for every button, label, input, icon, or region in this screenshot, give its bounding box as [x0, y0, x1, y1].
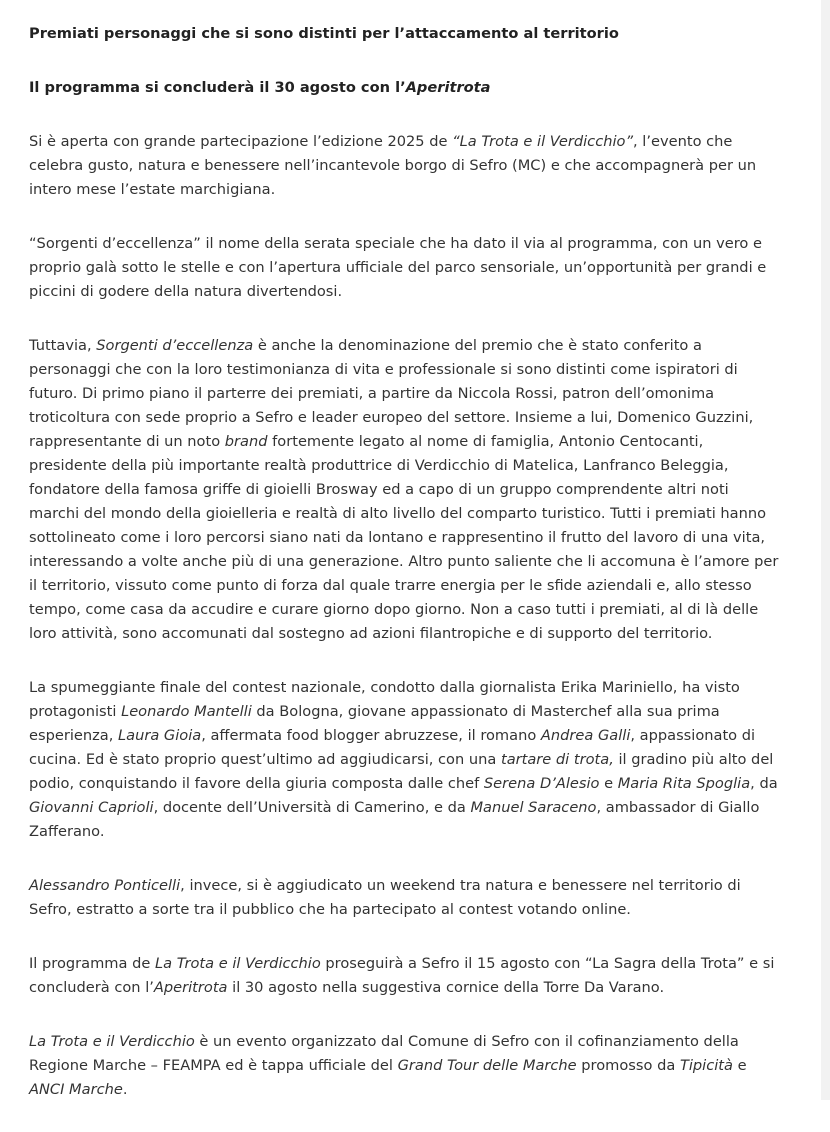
italic-text-run: “La Trota e il Verdicchio” [452, 133, 634, 150]
italic-text-run: Maria Rita Spoglia [617, 775, 751, 792]
italic-text-run: Aperitrota [153, 979, 228, 996]
text-run: da Bologna, giovane appassionato di Masterchef alla sua prima esperienza, [29, 703, 720, 744]
text-run: , docente dell’Università di Camerino, e da [153, 799, 471, 816]
paragraph-program-dates [29, 952, 779, 1000]
text-run: Si è aperta con grande partecipazione l’edizione 2025 de [29, 133, 453, 150]
paragraph-opening-night [29, 232, 779, 304]
paragraph-public-prize [29, 874, 779, 922]
italic-text-run: Andrea Galli [540, 727, 631, 744]
text-run: è anche la denominazione del premio che è stato conferito a personaggi che con la loro testimonianza di vita e professionale si sono distinti come ispiratori di futuro. Di primo piano il parterre dei premiati, a partire da Niccola Rossi, patron dell’omonima troticoltura con sede proprio a Sefro e leader europeo del settore. Insieme a lui, Domenico Guzzini, rappresentante di un noto [29, 337, 754, 450]
subheadline-program [29, 76, 779, 100]
italic-text-run: Aperitrota [405, 79, 491, 96]
subheadline-awards [29, 22, 779, 46]
italic-text-run: ANCI Marche [29, 1081, 123, 1098]
text-run: . [122, 1081, 128, 1098]
text-run: “Sorgenti d’eccellenza” il nome della serata speciale che ha dato il via al programma, con un vero e proprio galà sotto le stelle e con l’apertura ufficiale del parco sensoriale, un’opportunità per grandi e piccini di godere della natura divertendosi. [29, 235, 767, 300]
italic-text-run: Serena D’Alesio [483, 775, 600, 792]
article-body [29, 22, 779, 1132]
text-run: , da [750, 775, 778, 792]
page-scrollbar[interactable] [821, 0, 830, 1100]
text-run: proseguirà a Sefro il 15 agosto con “La Sagra della Trota” e si concluderà con l’ [29, 955, 775, 996]
text-run: , appassionato di cucina. Ed è stato proprio quest’ultimo ad aggiudicarsi, con una [29, 727, 756, 768]
text-run: Il programma si concluderà il 30 agosto con l’ [29, 79, 406, 96]
text-run: il 30 agosto nella suggestiva cornice della Torre Da Varano. [227, 979, 665, 996]
paragraph-award-winners [29, 334, 779, 646]
italic-text-run: La Trota e il Verdicchio [29, 1033, 195, 1050]
text-run: fortemente legato al nome di famiglia, Antonio Centocanti, presidente della più importante realtà produttrice di Verdicchio di Matelica, Lanfranco Beleggia, fondatore della famosa griffe di gioielli Brosway ed a capo di un gruppo comprendente altri noti marchi del mondo della gioielleria e realtà di alto livello del comparto turistico. Tutti i premiati hanno sottolineato come i loro percorsi siano nati da lontano e rappresentino il frutto del lavoro di una vita, interessando a volte anche più di una generazione. Altro punto saliente che li accomuna è l’amore per il territorio, vissuto come punto di forza dal quale trarre energia per le sfide aziendali e, allo stesso tempo, come casa da accudire e curare giorno dopo giorno. Non a caso tutti i premiati, al di là delle loro attività, sono accomunati dal sostegno ad azioni filantropiche e di supporto del territorio. [29, 433, 779, 642]
text-run: Tuttavia, [29, 337, 97, 354]
text-run: La spumeggiante finale del contest nazionale, condotto dalla giornalista Erika Mariniello, ha visto protagonisti [29, 679, 740, 720]
italic-text-run: Leonardo Mantelli [121, 703, 252, 720]
paragraph-intro [29, 130, 779, 202]
text-run: Il programma de [29, 955, 155, 972]
italic-text-run: brand [224, 433, 268, 450]
text-run: il gradino più alto del podio, conquistando il favore della giuria composta dalle chef [29, 751, 774, 792]
text-run: è un evento organizzato dal Comune di Sefro con il cofinanziamento della Regione Marche – FEAMPA ed è tappa ufficiale del [29, 1033, 739, 1074]
text-run: promosso da [576, 1057, 680, 1074]
italic-text-run: Alessandro Ponticelli [29, 877, 181, 894]
italic-text-run: La Trota e il Verdicchio [154, 955, 321, 972]
italic-text-run: Grand Tour delle Marche [397, 1057, 577, 1074]
text-run: , affermata food blogger abruzzese, il romano [201, 727, 541, 744]
italic-text-run: tartare di trota, [500, 751, 614, 768]
italic-text-run: Manuel Saraceno [470, 799, 597, 816]
text-run: , l’evento che celebra gusto, natura e benessere nell’incantevole borgo di Sefro (MC) e che accompagnerà per un intero mese l’estate marchigiana. [29, 133, 757, 198]
paragraph-contest-final [29, 676, 779, 844]
italic-text-run: Laura Gioia [118, 727, 202, 744]
italic-text-run: Giovanni Caprioli [29, 799, 154, 816]
text-run: , ambassador di Giallo Zafferano. [29, 799, 760, 840]
italic-text-run: Tipicità [679, 1057, 733, 1074]
italic-text-run: Sorgenti d’eccellenza [96, 337, 254, 354]
text-run: e [599, 775, 618, 792]
text-run: e [732, 1057, 747, 1074]
text-run: Premiati personaggi che si sono distinti per l’attaccamento al territorio [29, 25, 619, 42]
text-run: , invece, si è aggiudicato un weekend tra natura e benessere nel territorio di Sefro, estratto a sorte tra il pubblico che ha partecipato al contest votando online. [29, 877, 741, 918]
paragraph-organizer [29, 1030, 779, 1102]
